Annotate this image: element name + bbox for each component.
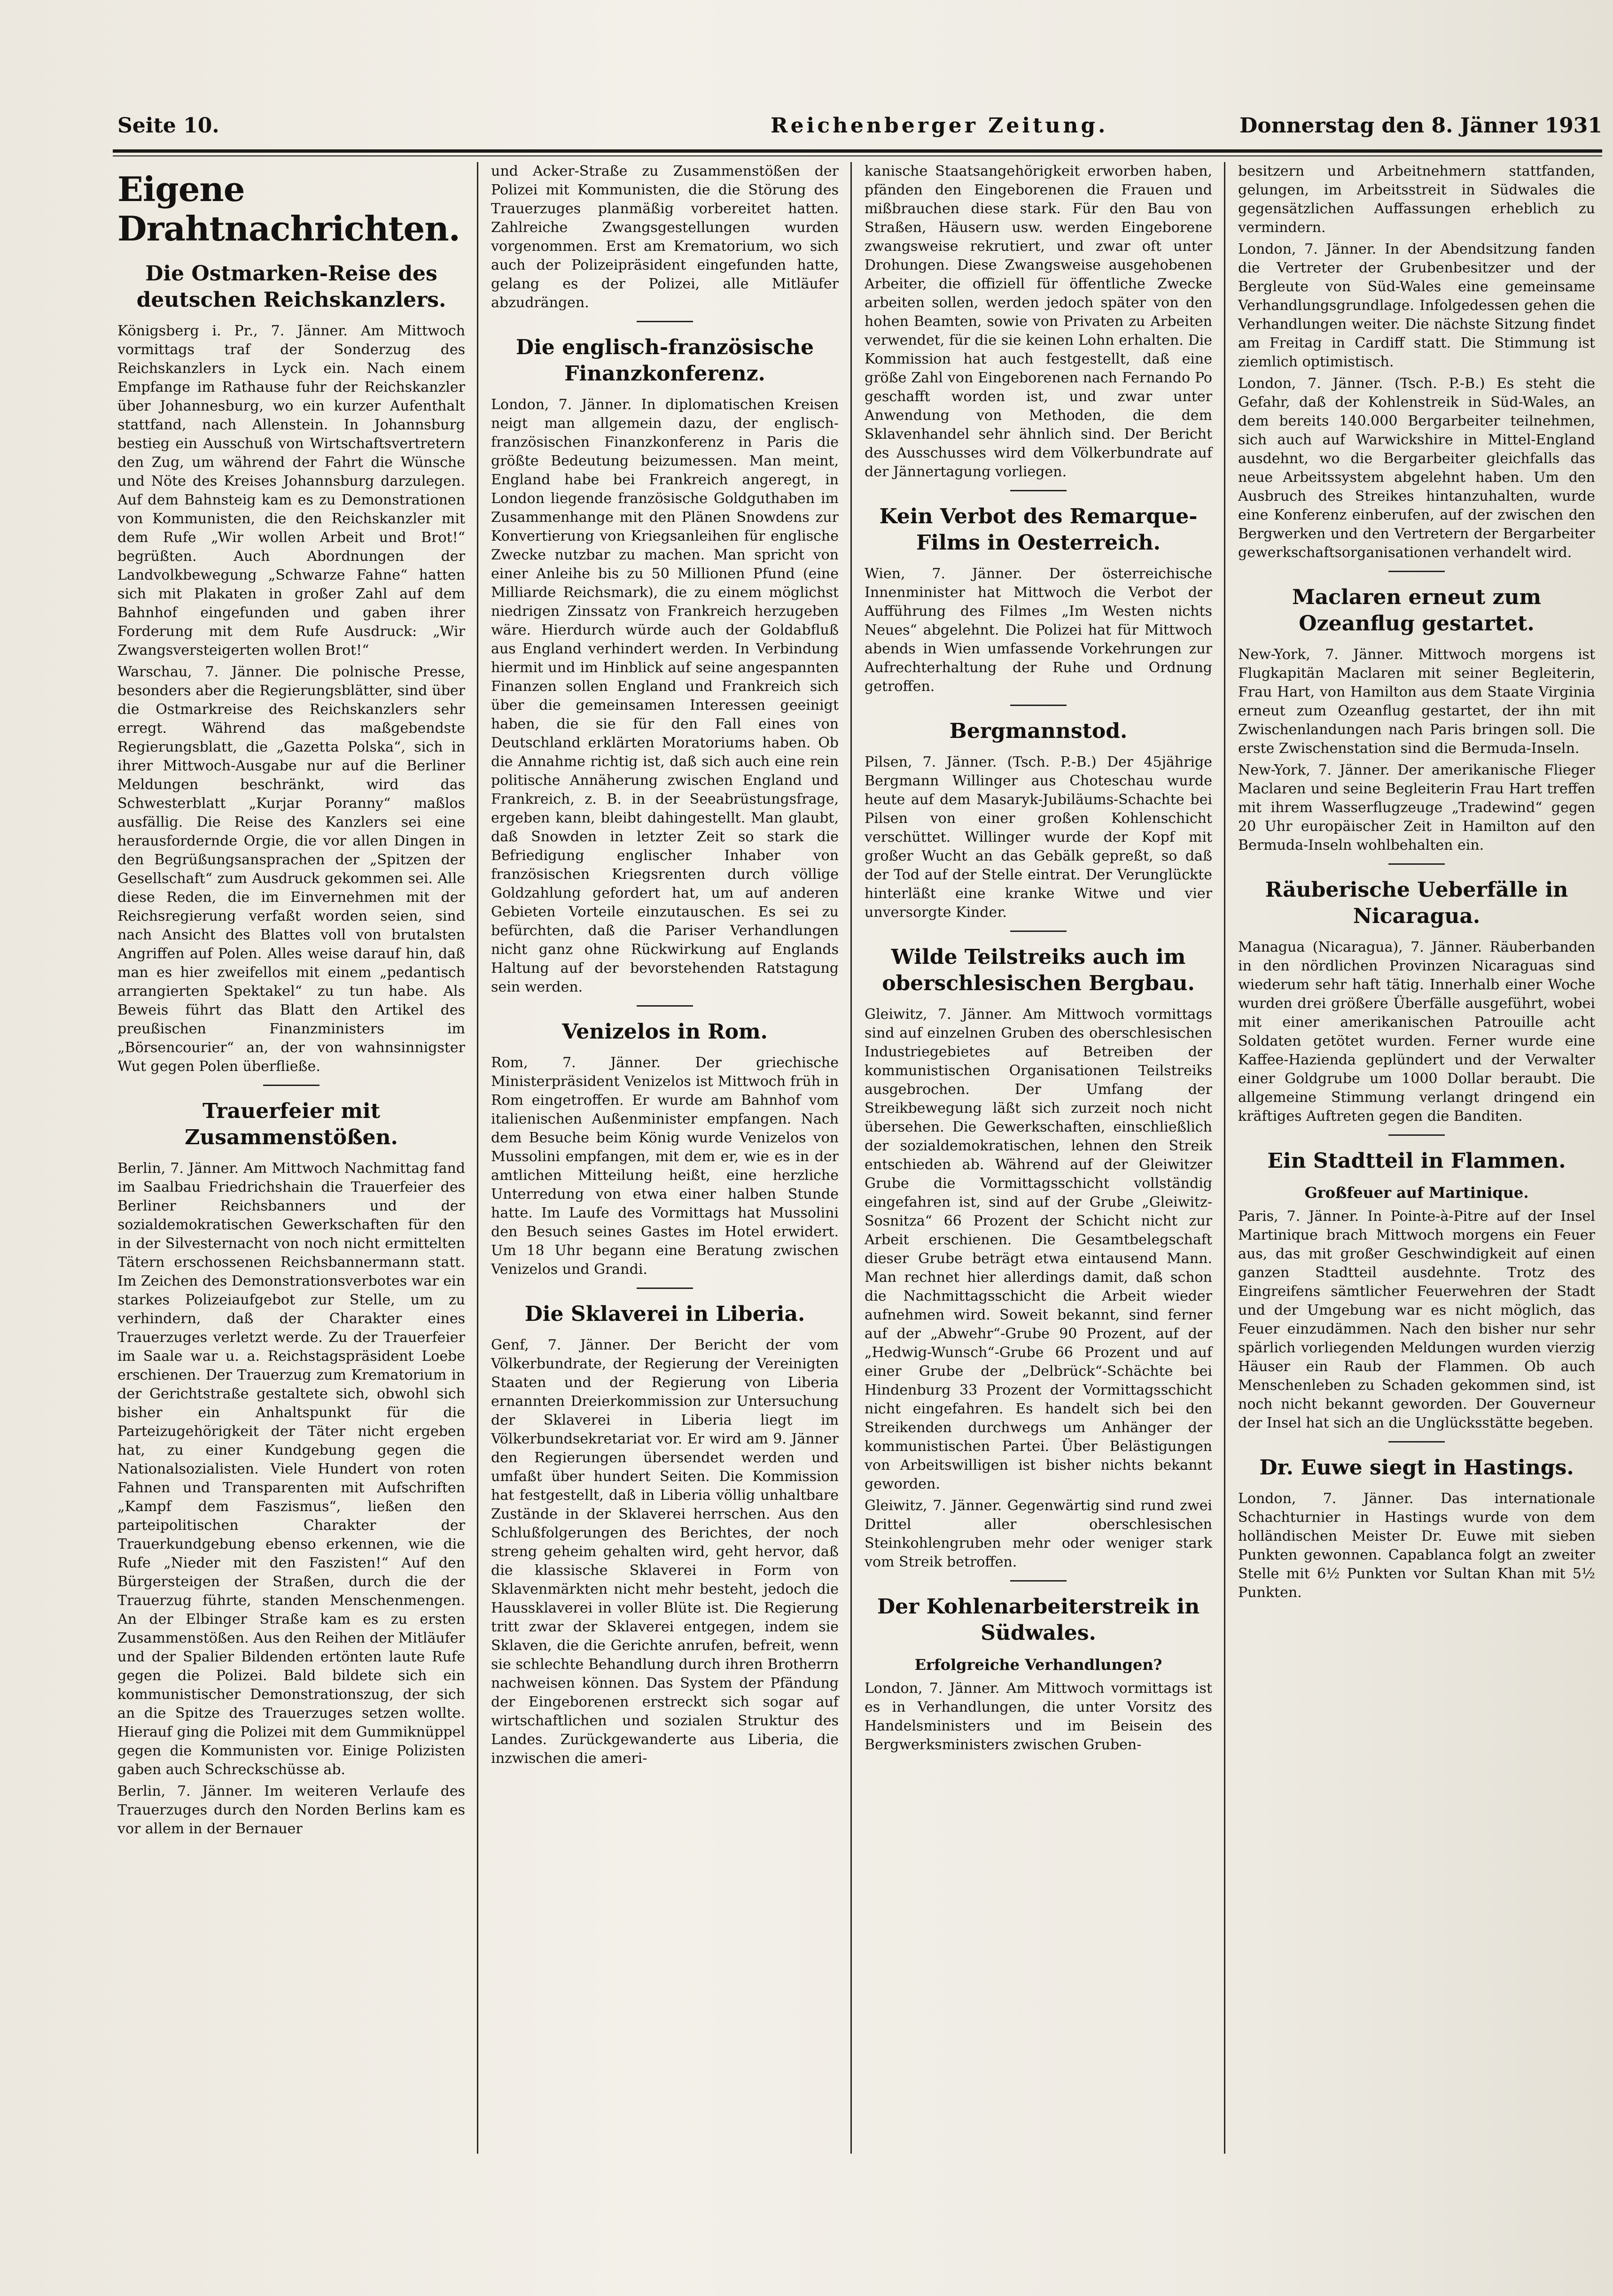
separator (1388, 571, 1445, 572)
column-divider (850, 162, 852, 2154)
article-title: Kein Verbot des Remarque-Films in Oesterreich. (879, 504, 1198, 555)
column-divider (477, 162, 478, 2154)
article-paragraph: Warschau, 7. Jänner. Die polnische Presse, besonders aber die Regierungsblätter, sind über die Ostmarkreise des Reichskanzlers sehr erregt. Während das maßgebendste Regierungsblatt, die „Gazetta Polska“, sich in ihrer Mittwoch-Ausgabe nur auf die Berliner Meldungen beschränkt, wird das Schwesterblatt „Kurjar Poranny“ maßlos ausfällig. Die Reise des Kanzlers sei eine herausfordernde Orgie, die vor allen Dingen in den Begrüßungsansprachen der „Spitzen der Gesellschaft“ zum Ausdruck gekommen sei. Alle diese Reden, die im Einvernehmen mit der Reichsregierung verfaßt worden seien, sind nach Ansicht des Blattes voll von brutalsten Angriffen auf Polen. Alles weise darauf hin, daß man es hier zweifellos mit einem „pedantisch arrangierten Spektakel“ zu tun habe. Als Beweis führt das Blatt den Artikel des preußischen Finanzministers im „Börsencourier“ an, der von wahnsinnigster Wut gegen Polen überfließe. (117, 664, 465, 1075)
page-header (117, 114, 1602, 142)
article-title: Trauerfeier mit Zusammenstößen. (185, 1099, 398, 1149)
article-subtitle: Erfolgreiche Verhandlungen? (914, 1656, 1162, 1674)
separator (1010, 931, 1067, 932)
article-paragraph: London, 7. Jänner. (Tsch. P.-B.) Es steht die Gefahr, daß der Kohlenstreik in Süd-Wales, an dem bereits 140.000 Bergarbeiter teilnehmen, sich auch auf Warwickshire in Mittel-England ausdehnt, wo die Bergarbeiter gleichfalls das neue Arbeitssystem abgelehnt haben. Um den Ausbruch des Streikes hintanzuhalten, wurde eine Konferenz einberufen, auf der zwischen den Bergwerken und den Vertretern der Bergarbeiter gewerkschaftsorganisationen verhandelt wird. (1238, 375, 1595, 561)
separator (1010, 1580, 1067, 1582)
column-2 (491, 162, 839, 1771)
article-paragraph: Genf, 7. Jänner. Der Bericht der vom Völkerbundrate, der Regierung der Vereinigten Staaten und der Regierung von Liberia ernannten Dreierkommission zur Untersuchung der Sklaverei in Liberia liegt im Völkerbundsekretariat vor. Er wird am 9. Jänner den Regierungen übersendet werden und umfaßt über hundert Seiten. Die Kommission hat festgestellt, daß in Liberia völlig unhaltbare Zustände in der Sklaverei herrschen. Aus den Schlußfolgerungen des Berichtes, der noch streng geheim gehalten wird, geht hervor, daß die klassische Sklaverei in Form von Sklavenmärkten nicht mehr besteht, jedoch die Haussklaverei in voller Blüte ist. Die Regierung tritt zwar der Sklaverei entgegen, indem sie Sklaven, die die Gerichte anrufen, befreit, wenn sie schlechte Behandlung durch ihren Brotherrn nachweisen können. Das System der Pfändung der Eingeborenen erstreckt sich sogar auf wirtschaftlichen und sozialen Struktur des Landes. Zurückgewanderte aus Liberia, die inzwischen die ameri- (491, 1337, 839, 1767)
article-title: Maclaren erneut zum Ozeanflug gestartet. (1292, 585, 1542, 636)
article-title: Räuberische Ueberfälle in Nicaragua. (1265, 878, 1568, 928)
article-title: Dr. Euwe siegt in Hastings. (1259, 1456, 1574, 1480)
header-rule (113, 149, 1602, 156)
article-paragraph: Gleiwitz, 7. Jänner. Gegenwärtig sind rund zwei Drittel aller oberschlesischen Steinkohlengruben mehr oder weniger stark vom Streik betroffen. (865, 1497, 1212, 1570)
article-paragraph: kanische Staatsangehörigkeit erworben haben, pfänden den Eingeborenen die Frauen und mißbrauchen diese stark. Für den Bau von Straßen, Häusern usw. werden Eingeborene zwangsweise rekrutiert, und zwar oft unter Drohungen. Diese Zwangsweise ausgehobenen Arbeiter, die offiziell für öffentliche Zwecke arbeiten sollen, werden jedoch später von den hohen Beamten, sowie von Privaten zu Arbeiten verwendet, für die sie keinen Lohn erhalten. Die Kommission hat auch festgestellt, daß eine größe Zahl von Eingeborenen nach Fernando Po geschafft worden ist, und zwar unter Anwendung von Methoden, die dem Sklavenhandel sehr ähnlich sind. Der Bericht des Ausschusses wird dem Völkerbundrate auf der Jännertagung vorliegen. (865, 163, 1212, 480)
article-paragraph: London, 7. Jänner. In diplomatischen Kreisen neigt man allgemein dazu, der englisch-französischen Finanzkonferenz in Paris die größte Bedeutung beizumessen. Man meint, England habe bei Frankreich angeregt, in London liegende französische Goldguthaben im Zusammenhange mit den Plänen Snowdens zur Konvertierung von Kriegsanleihen für englische Zwecke nutzbar zu machen. Man spricht von einer Anleihe bis zu 50 Millionen Pfund (eine Milliarde Reichsmark), die zu einem möglichst niedrigen Zinssatz von Frankreich herzugeben wäre. Hierdurch würde auch der Goldabfluß aus England verhindert werden. In Verbindung hiermit und im Hinblick auf seine angespannten Finanzen sollen England und Frankreich sich über die gemeinsamen Interessen geeinigt haben, die sie für den Fall eines von Deutschland erklärten Moratoriums haben. Ob die Annahme richtig ist, daß sich auch eine rein politische Annäherung zwischen England und Frankreich, z. B. in der Seeabrüstungsfrage, ergeben kann, bleibt dahingestellt. Man glaubt, daß Snowden in letzter Zeit so stark die Befriedigung englischer Inhaber von französischen Kriegsrenten durch völlige Goldzahlung gefordert hat, um auf anderen Gebieten Vorteile einzutauschen. Es sei zu befürchten, daß die Pariser Verhandlungen nicht ganz ohne Rückwirkung auf Englands Haltung auf der bevorstehenden Ratstagung sein werden. (491, 396, 839, 995)
article-title: Bergmannstod. (949, 719, 1128, 743)
article-title: Die englisch-französische Finanzkonferenz. (515, 335, 814, 386)
article-title: Der Kohlenarbeiterstreik in Südwales. (877, 1595, 1200, 1645)
article-paragraph: London, 7. Jänner. Am Mittwoch vormittags ist es in Verhandlungen, die unter Vorsitz des Handelsministers und im Beisein des Bergwerksministers zwischen Gruben- (865, 1680, 1212, 1753)
article-paragraph: Königsberg i. Pr., 7. Jänner. Am Mittwoch vormittags traf der Sonderzug des Reichskanzlers in Lyck ein. Nach einem Empfange im Rathause fuhr der Reichskanzler über Johannesburg, wo ein kurzer Aufenthalt stattfand, nach Allenstein. In Johannsburg bestieg ein Ausschuß von Wirtschaftsvertretern den Zug, um während der Fahrt die Wünsche und Nöte des Kreises Johannsburg darzulegen. Auf dem Bahnsteig kam es zu Demonstrationen von Kommunisten, die den Reichskanzler mit dem Rufe „Wir wollen Arbeit und Brot!“ begrüßten. Auch Abordnungen der Landvolkbewegung „Schwarze Fahne“ hatten sich mit Plakaten in großer Zahl auf dem Bahnhof eingefunden und gaben ihrer Forderung mit dem Rufe Ausdruck: „Wir Zwangsversteigerten wollen Brot!“ (117, 323, 465, 659)
article-paragraph: Wien, 7. Jänner. Der österreichische Innenminister hat Mittwoch die Verbot der Aufführung des Filmes „Im Westen nichts Neues“ abgelehnt. Die Polizei hat für Mittwoch abends in Wien umfassende Vorkehrungen zur Aufrechterhaltung der Ruhe und Ordnung getroffen. (865, 566, 1212, 695)
separator (1010, 490, 1067, 491)
article-subtitle: Großfeuer auf Martinique. (1304, 1184, 1529, 1202)
separator (263, 1085, 319, 1086)
article-paragraph: besitzern und Arbeitnehmern stattfanden, gelungen, im Arbeitsstreit in Südwales die gegensätzlichen Auffassungen erheblich zu vermindern. (1238, 163, 1595, 236)
article-paragraph: New-York, 7. Jänner. Der amerikanische Flieger Maclaren und seine Begleiterin Frau Hart treffen mit ihrem Wasserflugzeuge „Tradewind“ gegen 20 Uhr europäischer Zeit in Hamilton auf den Bermuda-Inseln wohlbehalten ein. (1238, 762, 1595, 853)
separator (1388, 863, 1445, 865)
issue-date: Donnerstag den 8. Jänner 1931 (1239, 114, 1602, 138)
separator (637, 1005, 693, 1007)
article-paragraph: New-York, 7. Jänner. Mittwoch morgens ist Flugkapitän Maclaren mit seiner Begleiterin, Frau Hart, von Hamilton aus dem Staate Virginia erneut zum Ozeanflug gestartet, der ihn mit Zwischenlandungen nach Paris bringen soll. Die erste Zwischenstation sind die Bermuda-Inseln. (1238, 646, 1595, 757)
article-title: Wilde Teilstreiks auch im oberschlesischen Bergbau. (882, 945, 1195, 995)
page-number: Seite 10. (117, 114, 219, 138)
article-paragraph: Pilsen, 7. Jänner. (Tsch. P.-B.) Der 45jährige Bergmann Willinger aus Choteschau wurde heute auf dem Masaryk-Jubiläums-Schachte bei Pilsen von einer großen Kohlenschicht verschüttet. Willinger wurde der Kopf mit großer Wucht an das Gebälk gepreßt, so daß der Tod auf der Stelle eintrat. Der Verunglückte hinterläßt eine kranke Witwe und vier unversorgte Kinder. (865, 754, 1212, 921)
article-title: Venizelos in Rom. (562, 1020, 768, 1044)
article-paragraph: und Acker-Straße zu Zusammenstößen der Polizei mit Kommunisten, die die Störung des Trauerzuges planmäßig vorbereitet hatten. Zahlreiche Zwangsgestellungen wurden vorgenommen. Erst am Krematorium, wo sich auch der Polizeipräsident eingefunden hatte, gelang es der Polizei, alle Mitläufer abzudrängen. (491, 163, 839, 311)
separator (1010, 705, 1067, 706)
article-paragraph: London, 7. Jänner. In der Abendsitzung fanden die Vertreter der Grubenbesitzer und der Bergleute von Süd-Wales eine gemeinsame Verhandlungsgrundlage. Infolgedessen gehen die Verhandlungen weiter. Die nächste Sitzung findet am Freitag in Cardiff statt. Die Stimmung ist ziemlich optimistisch. (1238, 241, 1595, 370)
newspaper-name: Reichenberger Zeitung. (771, 114, 1108, 138)
column-4 (1238, 162, 1595, 1605)
separator (637, 1288, 693, 1289)
article-paragraph: Managua (Nicaragua), 7. Jänner. Räuberbanden in den nördlichen Provinzen Nicaraguas sind wiederum sehr haft tätig. Innerhalb einer Woche wurden drei größere Überfälle ausgeführt, wobei mit einer amerikanischen Patrouille acht Soldaten getötet wurden. Ferner wurde eine Kaffee-Hazienda geplündert und der Verwalter einer Goldgrube um 1000 Dollar beraubt. Die allgemeine Stimmung verlangt dringend ein kräftiges Auftreten gegen die Banditen. (1238, 939, 1595, 1125)
separator (637, 321, 693, 322)
article-title: Ein Stadtteil in Flammen. (1267, 1149, 1566, 1173)
separator (1388, 1134, 1445, 1136)
column-1 (117, 162, 465, 1841)
article-paragraph: Rom, 7. Jänner. Der griechische Ministerpräsident Venizelos ist Mittwoch früh in Rom eingetroffen. Er wurde am Bahnhof vom italienischen Außenminister empfangen. Nach dem Besuche beim König wurde Venizelos von Mussolini empfangen, mit dem er, wie es in der amtlichen Mitteilung heißt, eine herzliche Unterredung von etwa einer halben Stunde hatte. Im Laufe des Vormittags hat Mussolini den Besuch seines Gastes im Hotel erwidert. Um 18 Uhr begann eine Beratung zwischen Venizelos und Grandi. (491, 1055, 839, 1278)
article-paragraph: London, 7. Jänner. Das internationale Schachturnier in Hastings wurde von dem holländischen Meister Dr. Euwe mit sieben Punkten gewonnen. Capablanca folgt an zweiter Stelle mit 6½ Punkten vor Sultan Khan mit 5½ Punkten. (1238, 1490, 1595, 1601)
article-title: Die Ostmarken-Reise des deutschen Reichskanzlers. (136, 262, 446, 312)
column-3 (865, 162, 1212, 1757)
article-title: Die Sklaverei in Liberia. (524, 1302, 805, 1326)
article-paragraph: Paris, 7. Jänner. In Pointe-à-Pitre auf der Insel Martinique brach Mittwoch morgens ein Feuer aus, das mit großer Geschwindigkeit auf einen ganzen Stadtteil ausdehnte. Trotz des Eingreifens sämtlicher Feuerwehren der Stadt und der Umgebung war es nicht möglich, das Feuer einzudämmen. Nach den bisher nur sehr spärlich vorliegenden Meldungen wurden vierzig Häuser ein Raub der Flammen. Ob auch Menschenleben zu Schaden gekommen sind, ist noch nicht bekannt geworden. Der Gouverneur der Insel hat sich an die Unglücksstätte begeben. (1238, 1208, 1595, 1431)
article-paragraph: Berlin, 7. Jänner. Am Mittwoch Nachmittag fand im Saalbau Friedrichshain die Trauerfeier des Berliner Reichsbanners und der sozialdemokratischen Gewerkschaften für den in der Silvesternacht von noch nicht ermittelten Tätern erschossenen Reichsbannermann statt. Im Zeichen des Demonstrationsverbotes war ein starkes Polizeiaufgebot zur Stelle, um zu verhindern, daß der Charakter eines Trauerzuges verletzt werde. Zu der Trauerfeier im Saale war u. a. Reichstagspräsident Loebe erschienen. Der Trauerzug zum Krematorium in der Gerichtstraße gestaltete sich, obwohl sich bisher ein Anhaltspunkt für die Parteizugehörigkeit der Täter nicht ergeben hat, zu einer Kundgebung gegen die Nationalsozialisten. Viele Hundert von roten Fahnen und Transparenten mit Aufschriften „Kampf dem Faszismus“, ließen den parteipolitischen Charakter der Trauerkundgebung ebenso erkennen, wie die Rufe „Nieder mit den Faszisten!“ Auf den Bürgersteigen der Straßen, durch die der Trauerzug führte, standen Menschenmengen. An der Elbinger Straße kam es zu ersten Zusammenstößen. Aus den Reihen der Mitläufer und der Spalier Bildenden ertönten laute Rufe gegen die Polizei. Bald bildete sich ein kommunistischer Demonstrationszug, der sich an die Spitze des Trauerzuges setzen wollte. Hierauf ging die Polizei mit dem Gummiknüppel gegen die Kommunisten vor. Einige Polizisten gaben auch Schreckschüsse ab. (117, 1160, 465, 1778)
section-title: Eigene Drahtnachrichten. (117, 169, 460, 248)
article-paragraph: Gleiwitz, 7. Jänner. Am Mittwoch vormittags sind auf einzelnen Gruben des oberschlesischen Industriegebietes auf Betreiben der kommunistischen Organisationen Teilstreiks ausgebrochen. Der Umfang der Streikbewegung läßt sich zurzeit noch nicht übersehen. Die Gewerkschaften, einschließlich der sozialdemokratischen, lehnen den Streik entschieden ab. Während auf der Gleiwitzer Grube die Vormittagsschicht vollständig eingefahren ist, sind auf der Grube „Gleiwitz-Sosnitza“ 66 Prozent der Schicht nicht zur Arbeit erschienen. Die Gesamtbelegschaft dieser Grube beträgt etwa eintausend Mann. Man rechnet hier allerdings damit, daß schon die Nachmittagsschicht die Arbeit wieder aufnehmen wird. Soweit bekannt, sind ferner auf der „Abwehr“-Grube 90 Prozent, auf der „Hedwig-Wunsch“-Grube 66 Prozent und auf einer Grube der „Delbrück“-Schächte bei Hindenburg 33 Prozent der Vormittagsschicht nicht eingefahren. Es handelt sich bei den Streikenden durchwegs um Anhänger der kommunistischen Partei. Über Belästigungen von Arbeitswilligen ist bisher nichts bekannt geworden. (865, 1006, 1212, 1492)
article-paragraph: Berlin, 7. Jänner. Im weiteren Verlaufe des Trauerzuges durch den Norden Berlins kam es vor allem in der Bernauer (117, 1783, 465, 1837)
column-divider (1224, 162, 1225, 2154)
separator (1388, 1441, 1445, 1443)
